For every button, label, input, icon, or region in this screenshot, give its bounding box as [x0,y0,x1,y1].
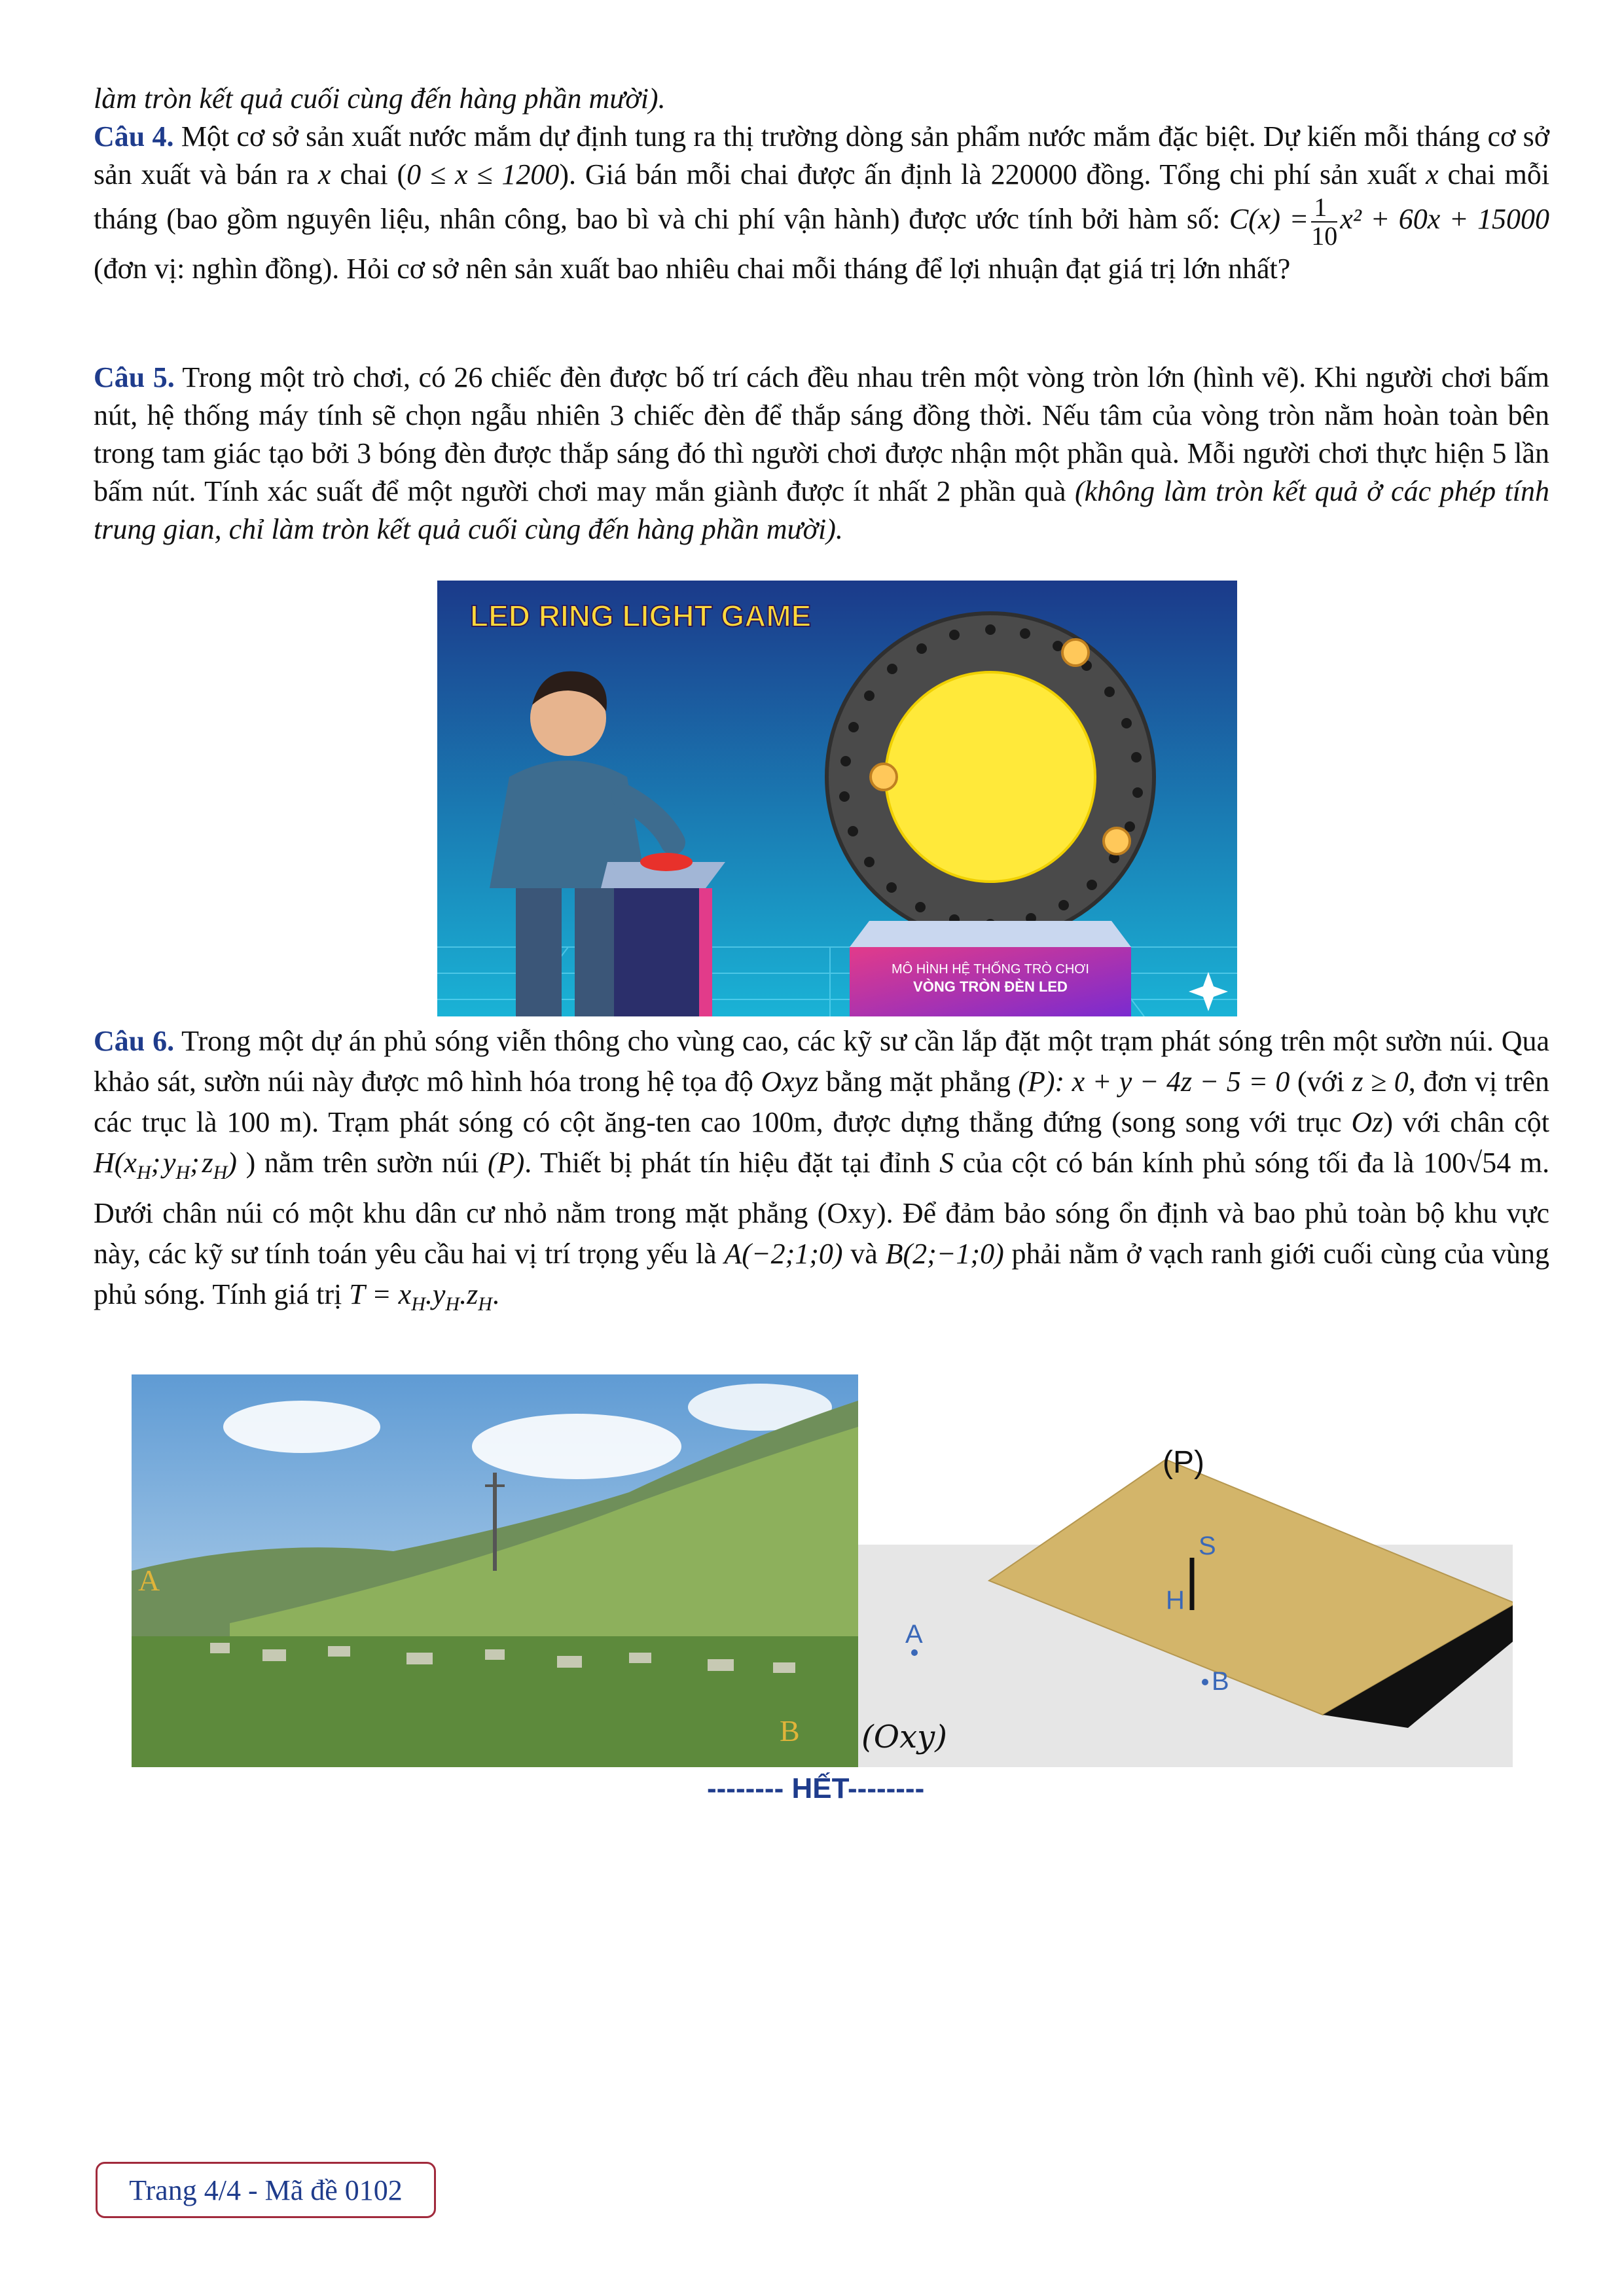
photo-label-b: B [780,1714,800,1748]
label-p: (P) [1163,1445,1204,1480]
q6-expression: $T = x_H.y_H.z_H$ [349,1278,492,1315]
q6-text-7: . Thiết bị phát tín hiệu đặt tại đỉnh [524,1147,931,1179]
q6-point-h-prefix: H(x [94,1147,137,1179]
q4-func-rhs: x² + 60x + 15000 [1340,203,1550,236]
q6-text-9: . Dưới chân núi có một khu dân cư nhỏ nằm trong mặt phẳng (Oxy). Để đảm bảo sóng ổn định và bao phủ toàn bộ khu vực này, các kỹ sư tính toán yêu cầu hai vị trí trọng yếu là [94,1147,1550,1270]
q6-plane-name: (P) [488,1147,525,1179]
q4-range: 0 ≤ x ≤ 1200 [406,158,560,190]
q4-fraction [1311,194,1337,250]
q4-text-1: Một cơ sở sản xuất nước mắm dự định tung ra thị trường dòng sản phẩm nước mắm đặc biệt. Dự kiến mỗi tháng cơ sở sản xuất và bán ra [94,120,1550,190]
label-b: B [1212,1667,1229,1696]
plane-model-diagram [858,1440,1513,1767]
question-5-label: Câu 5. [94,361,175,393]
led-ring-illustration [437,581,1237,1016]
q4-text-5: chai mỗi tháng (bao gồm nguyên liệu, nhân công, bao bì và chi phí vận hành) được ước tính bởi hàm số: [94,158,1550,236]
q4-var-x-2: x [1426,158,1439,190]
q4-price: 220000 [990,158,1077,190]
ring-pedestal [850,921,1131,1016]
photo-label-a: A [138,1564,160,1597]
question-4-label: Câu 4. [94,120,174,152]
pedestal-label-1: MÔ HÌNH HỆ THỐNG TRÒ CHƠI [892,962,1089,977]
q6-plane: (P): x + y − 4z − 5 = 0 [1018,1066,1290,1098]
q6-text-8: của cột có bán kính phủ sóng tối đa là [962,1147,1415,1179]
q5-note: (không làm tròn kết quả ở các phép tính trung gian, chỉ làm tròn kết quả cuối cùng đến hàng phần mười). [94,475,1550,545]
q6-point-b: B(2;−1;0) [885,1237,1004,1270]
mountain-photo [132,1374,858,1767]
q6-radius: 100√54 m [1423,1147,1543,1179]
led-ring [827,613,1154,941]
q4-text-2: chai ( [340,158,407,190]
question-6-label: Câu 6. [94,1025,175,1057]
q4-frac-den: 10 [1311,221,1338,251]
q4-text-3: ). Giá bán mỗi chai được ấn định là [559,158,982,190]
q5-text: Trong một trò chơi, có 26 chiếc đèn được bố trí cách đều nhau trên một vòng tròn lớn (hình vẽ). Khi người chơi bấm nút, hệ thống máy tính sẽ chọn ngẫu nhiên 3 chiếc đèn để thắp sáng đồng thời. Nếu tâm của vòng tròn nằm hoàn toàn bên trong tam giác tạo bởi 3 bóng đèn được thắp sáng đó thì người chơi được nhận một phần quà. Mỗi người chơi thực hiện 5 lần bấm nút. Tính xác suất để một người chơi may mắn giành được ít nhất 2 phần quà [94,361,1549,507]
q6-text-5: ) với chân cột [1383,1106,1549,1138]
led-ring-figure [437,581,1237,1016]
pedestal-label-2: VÒNG TRÒN ĐÈN LED [913,978,1068,995]
point-a-dot [911,1649,918,1656]
q6-text-2: bằng mặt phẳng [825,1066,1011,1098]
q6-text-11: phải nằm ở vạch ranh giới cuối cùng của vùng phủ sóng. Tính giá trị [94,1237,1550,1310]
q4-func-lhs: C(x) = [1229,203,1309,236]
label-a: A [905,1620,923,1649]
q6-expression-end: . [492,1278,499,1310]
label-s: S [1199,1532,1216,1560]
q6-point-h: $H(x_H$; $y_H$; $z_H$) [94,1147,237,1183]
q6-expression-prefix: T = x [349,1278,412,1310]
q6-text-6: ) nằm trên sườn núi [245,1147,479,1179]
label-h: H [1166,1586,1185,1615]
q6-system: Oxyz [761,1066,819,1098]
intro-line-block [94,80,1549,118]
q6-axis: Oz [1351,1106,1384,1138]
figure1-title: LED RING LIGHT GAME [470,599,812,633]
q6-point-a: A(−2;1;0) [724,1237,843,1270]
q4-text-4: đồng. Tổng chi phí sản xuất [1086,158,1417,190]
point-b-dot [1202,1679,1208,1685]
q6-text-10: và [850,1237,878,1270]
question-6 [94,1021,1549,1325]
page-footer: Trang 4/4 - Mã đề 0102 [96,2162,436,2218]
question-5 [94,359,1549,548]
q6-text-3: (với [1297,1066,1345,1098]
q6-text-1: Trong một dự án phủ sóng viễn thông cho vùng cao, các kỹ sư cần lắp đặt một trạm phát sóng trên một sườn núi. Qua khảo sát, sườn núi này được mô hình hóa trong hệ tọa độ [94,1025,1550,1098]
plane-model-figure [858,1440,1513,1767]
q6-peak: S [939,1147,954,1179]
button-pedestal [601,853,725,1016]
end-marker: -------- HẾT-------- [707,1772,925,1804]
q4-frac-num: 1 [1311,194,1337,223]
label-oxy: (Oxy) [861,1719,947,1755]
mountain-illustration [132,1374,858,1767]
q4-text-6: (đơn vị: nghìn đồng). Hỏi cơ sở nên sản xuất bao nhiêu chai mỗi tháng để lợi nhuận đạt giá trị lớn nhất? [94,253,1291,285]
q6-text-4: , đơn vị trên các trục là 100 m). Trạm phát sóng có cột ăng-ten cao 100m, được dựng thẳng đứng (song song với trục [94,1066,1550,1138]
intro-line: làm tròn kết quả cuối cùng đến hàng phần mười). [94,82,666,115]
question-4 [94,118,1549,288]
q6-condition: z ≥ 0 [1352,1066,1409,1098]
q4-var-x: x [317,158,331,190]
